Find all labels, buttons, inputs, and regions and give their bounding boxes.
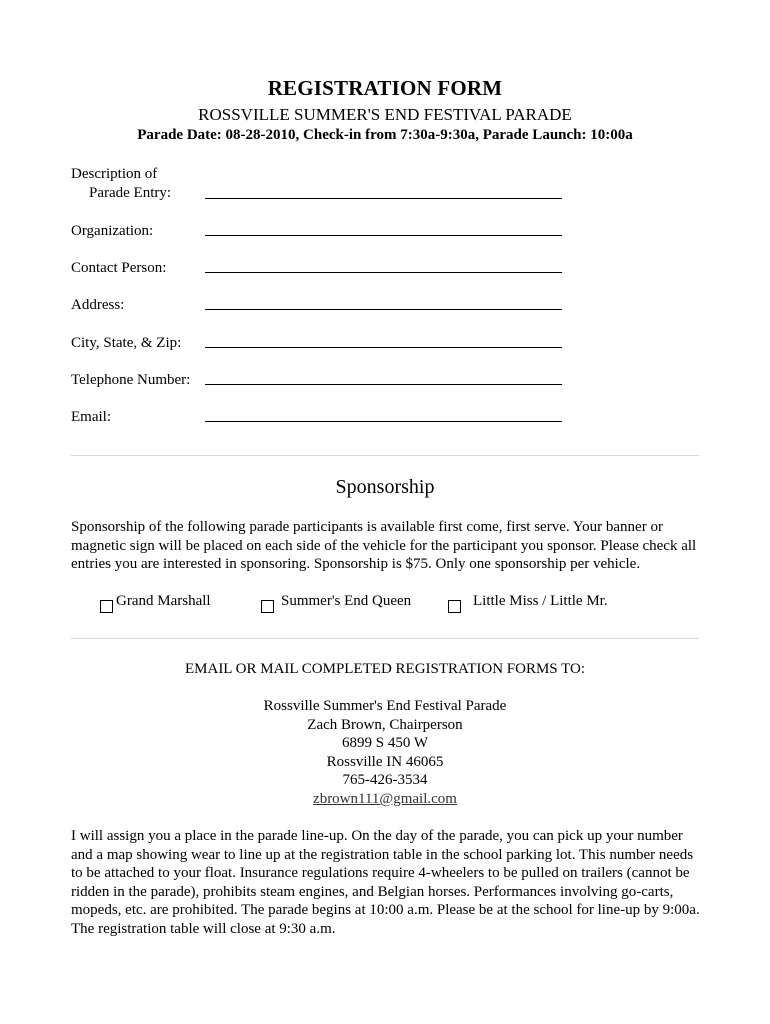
- email-label: Email:: [71, 409, 111, 425]
- option-summers-end-queen[interactable]: [261, 593, 411, 613]
- mailing-heading: EMAIL OR MAIL COMPLETED REGISTRATION FORMS TO:: [184, 661, 586, 677]
- description-label-line2: Parade Entry:: [89, 185, 172, 201]
- little-miss-mr-checkbox[interactable]: [448, 600, 461, 613]
- telephone-label: Telephone Number:: [71, 372, 191, 388]
- organization-label: Organization:: [71, 223, 154, 239]
- grand-marshall-checkbox[interactable]: [100, 600, 113, 613]
- city-state-zip-field[interactable]: [205, 347, 562, 348]
- mailing-street: 6899 S 450 W: [342, 735, 428, 752]
- option-grand-marshall[interactable]: [100, 593, 211, 613]
- mailing-email-link[interactable]: zbrown111@gmail.com: [313, 791, 457, 807]
- option-little-miss-mr[interactable]: [448, 593, 608, 613]
- telephone-field[interactable]: [205, 384, 562, 385]
- address-field[interactable]: [205, 309, 562, 310]
- instructions-text: I will assign you a place in the parade line-up. On the day of the parade, you can pick up your number and a map showing wear to line up at the registration table in the school parking lot. This number needs to be attached to your float. Insurance regulations require 4-wheelers to be pulled on trailers (cannot be ridden in the parade), prohibits steam engines, and Belgian horses. Performances involving go-carts, mopeds, etc. are prohibited. The parade begins at 10:00 a.m. Please be at the school for line-up by 9:00a. The registration table will close at 9:30 a.m.: [71, 828, 700, 937]
- description-label-line1: Description of: [71, 166, 158, 182]
- mailing-phone: 765-426-3534: [342, 772, 428, 789]
- summers-end-queen-checkbox[interactable]: [261, 600, 274, 613]
- contact-person-label: Contact Person:: [71, 260, 167, 276]
- mailing-city: Rossville IN 46065: [326, 753, 444, 770]
- city-state-zip-label: City, State, & Zip:: [71, 335, 182, 351]
- sponsorship-title: Sponsorship: [335, 476, 435, 498]
- section-divider-1: [71, 455, 699, 456]
- address-label: Address:: [71, 297, 125, 313]
- grand-marshall-label: Grand Marshall: [116, 593, 211, 609]
- email-field[interactable]: [205, 421, 562, 422]
- form-title: REGISTRATION FORM: [267, 76, 503, 100]
- mailing-person: Zach Brown, Chairperson: [307, 716, 463, 733]
- little-miss-mr-label: Little Miss / Little Mr.: [473, 593, 608, 609]
- organization-field[interactable]: [205, 235, 562, 236]
- sponsorship-text: Sponsorship of the following parade participants is available first come, first serve. Your banner or magnetic sign will be placed on each side of the vehicle for the participant you sponsor. Please check all entries you are interested in sponsoring. Sponsorship is $75. Only one sponsorship per vehicle.: [71, 519, 697, 573]
- parade-date-line: Parade Date: 08-28-2010, Check-in from 7:30a-9:30a, Parade Launch: 10:00a: [137, 127, 633, 143]
- section-divider-2: [71, 638, 699, 639]
- summers-end-queen-label: Summer's End Queen: [281, 593, 412, 609]
- description-label: [71, 165, 171, 203]
- contact-person-field[interactable]: [205, 272, 562, 273]
- form-subtitle: ROSSVILLE SUMMER'S END FESTIVAL PARADE: [198, 105, 572, 124]
- description-field[interactable]: [205, 198, 562, 199]
- mailing-org: Rossville Summer's End Festival Parade: [263, 698, 507, 714]
- mailing-email-row: [0, 790, 770, 809]
